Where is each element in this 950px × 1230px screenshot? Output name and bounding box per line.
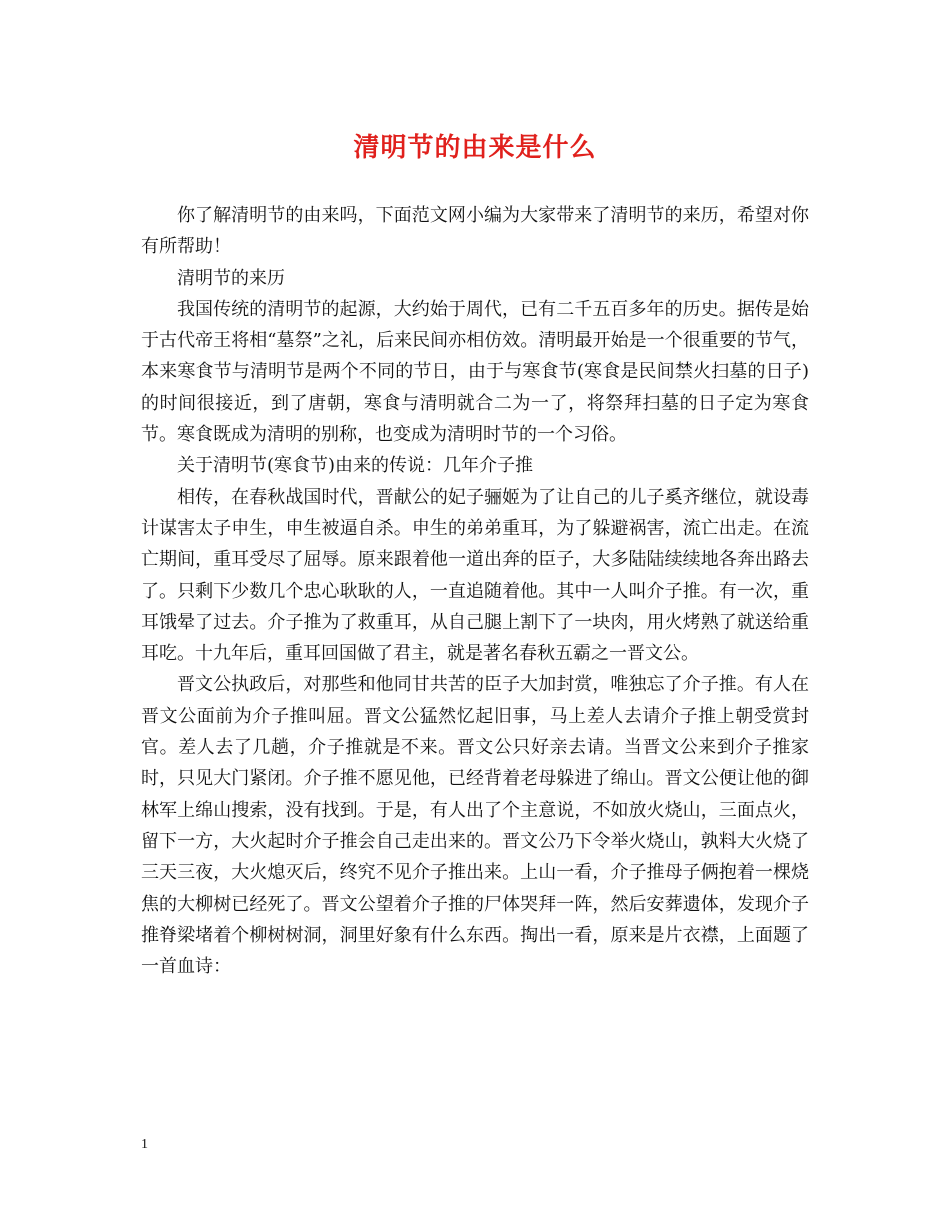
document-body bbox=[141, 200, 809, 982]
paragraph-heading-origin: 清明节的来历 bbox=[177, 267, 285, 289]
paragraph-legend-2: 晋文公执政后，对那些和他同甘共苦的臣子大加封赏，唯独忘了介子推。有人在晋文公面前为介子推叫屈。晋文公猛然忆起旧事，马上差人去请介子推上朝受赏封官。差人去了几趟，介子推就是不来。晋文公只好亲去请。当晋文公来到介子推家时，只见大门紧闭。介子推不愿见他，已经背着老母躲进了绵山。晋文公便让他的御林军上绵山搜索，没有找到。于是，有人出了个主意说，不如放火烧山，三面点火，留下一方，大火起时介子推会自己走出来的。晋文公乃下令举火烧山，孰料大火烧了三天三夜，大火熄灭后，终究不见介子推出来。上山一看，介子推母子俩抱着一棵烧焦的大柳树已经死了。晋文公望着介子推的尸体哭拜一阵，然后安葬遗体，发现介子推脊梁堵着个柳树树洞，洞里好象有什么东西。掏出一看，原来是片衣襟，上面题了一首血诗： bbox=[141, 674, 809, 978]
paragraph-legend-1: 相传，在春秋战国时代，晋献公的妃子骊姬为了让自己的儿子奚齐继位，就设毒计谋害太子申生，申生被逼自杀。申生的弟弟重耳，为了躲避祸害，流亡出走。在流亡期间，重耳受尽了屈辱。原来跟着他一道出奔的臣子，大多陆陆续续地各奔出路去了。只剩下少数几个忠心耿耿的人，一直追随着他。其中一人叫介子推。有一次，重耳饿晕了过去。介子推为了救重耳，从自己腿上割下了一块肉，用火烤熟了就送给重耳吃。十九年后，重耳回国做了君主，就是著名春秋五霸之一晋文公。 bbox=[141, 486, 809, 665]
paragraph-heading-legend: 关于清明节(寒食节)由来的传说：几年介子推 bbox=[177, 455, 534, 477]
document-title: 清明节的由来是什么 bbox=[353, 133, 597, 163]
paragraph-origin: 我国传统的清明节的起源，大约始于周代，已有二千五百多年的历史。据传是始于古代帝王将相“墓祭”之礼，后来民间亦相仿效。清明最开始是一个很重要的节气，本来寒食节与清明节是两个不同的节日，由于与寒食节(寒食是民间禁火扫墓的日子)的时间很接近，到了唐朝，寒食与清明就合二为一了，将祭拜扫墓的日子定为寒食节。寒食既成为清明的别称，也变成为清明时节的一个习俗。 bbox=[141, 298, 809, 446]
page-number: 1 bbox=[141, 1137, 148, 1152]
paragraph-intro: 你了解清明节的由来吗，下面范文网小编为大家带来了清明节的来历，希望对你有所帮助！ bbox=[141, 205, 809, 258]
